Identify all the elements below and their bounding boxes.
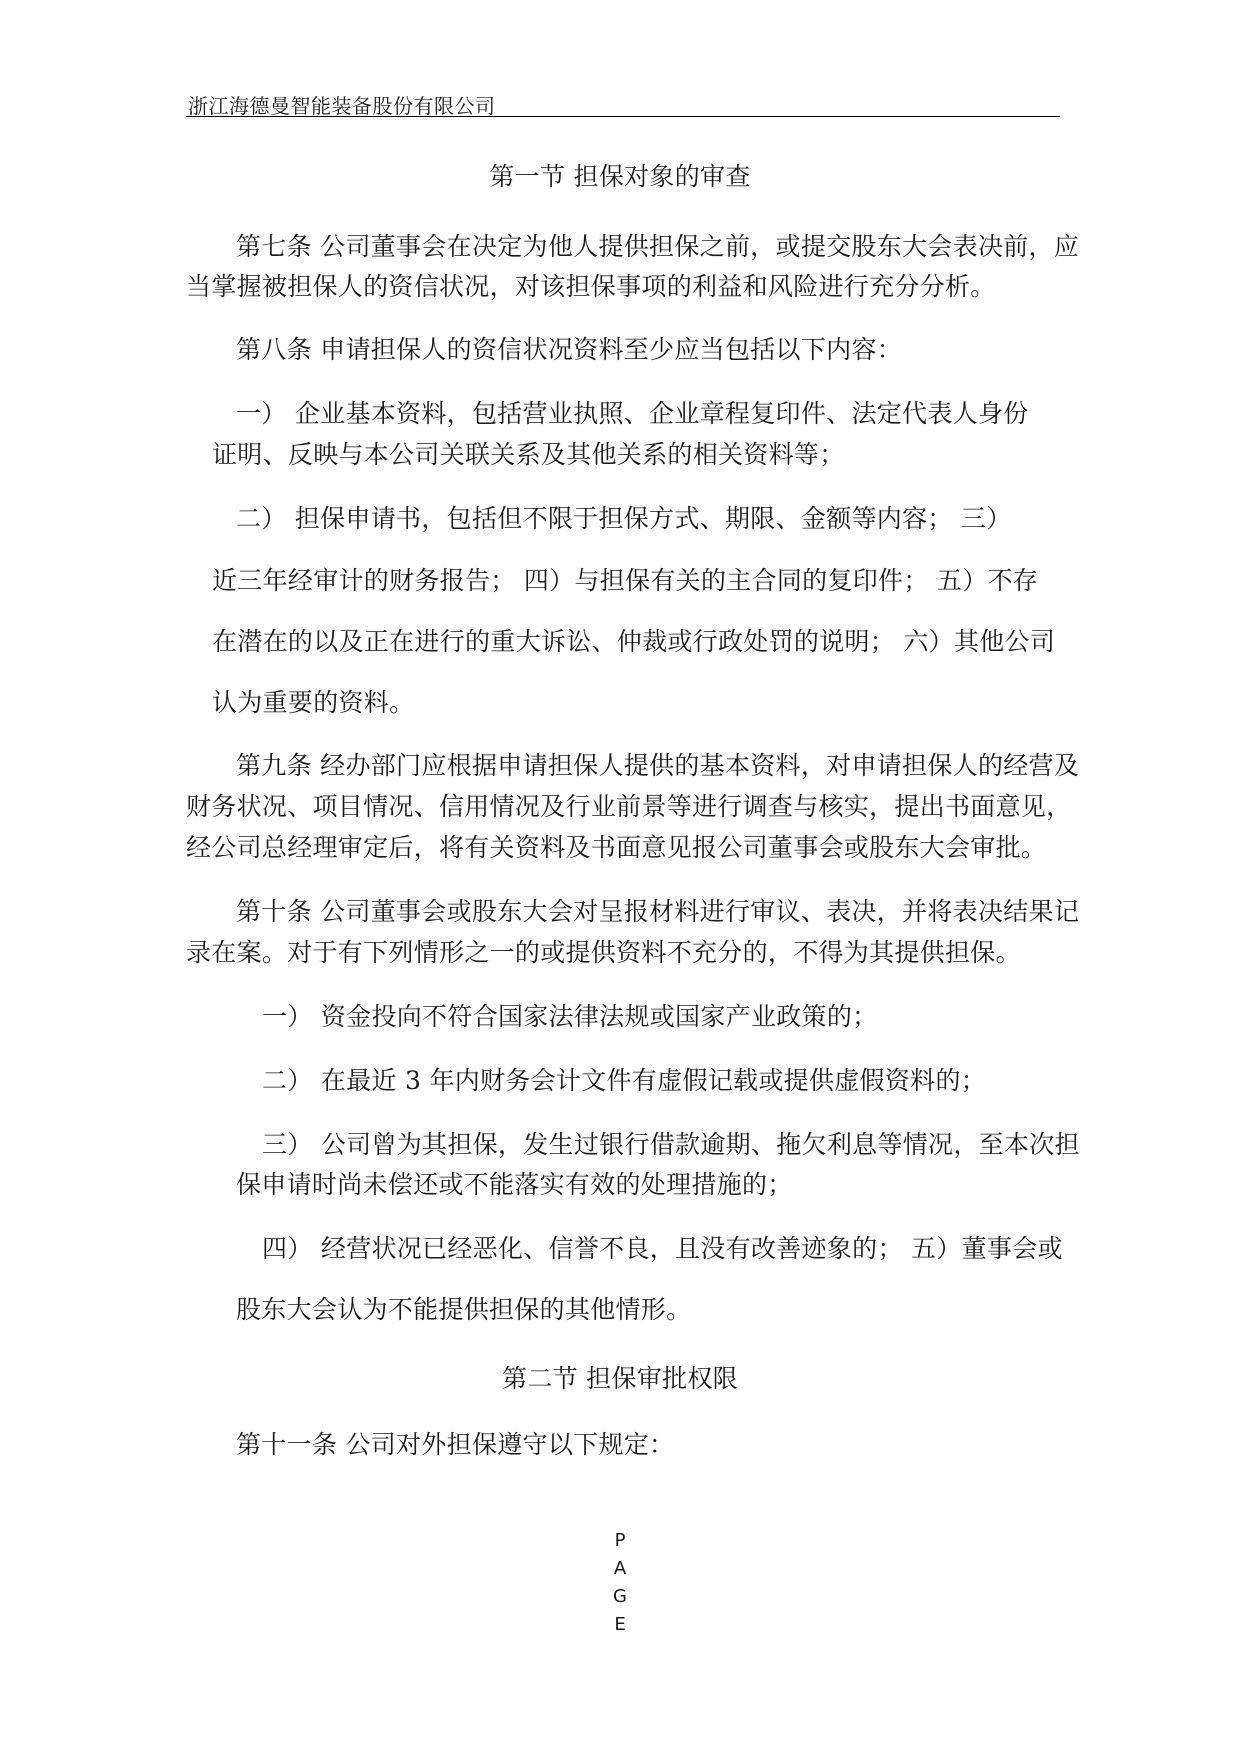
document-header-company: 浙江海德曼智能装备股份有限公司: [188, 94, 496, 118]
article-11-heading: 第十一条 公司对外担保遵守以下规定：: [236, 1430, 675, 1459]
article-8-item-6-line-2: 认为重要的资料。: [212, 688, 415, 717]
article-8-item-1-line-2: 证明、反映与本公司关联关系及其他关系的相关资料等；: [212, 440, 845, 469]
article-10-item-1: 一） 资金投向不符合国家法律法规或国家产业政策的；: [262, 1002, 878, 1031]
page-field-letter: E: [614, 1614, 626, 1635]
article-10-items-4-5-line: 四） 经营状况已经恶化、信誉不良，且没有改善迹象的； 五）董事会或: [262, 1234, 1063, 1263]
header-divider: [186, 116, 1060, 117]
page-field-letter: G: [613, 1586, 627, 1607]
article-8-heading: 第八条 申请担保人的资信状况资料至少应当包括以下内容：: [236, 335, 903, 364]
article-10-item-5-line-2: 股东大会认为不能提供担保的其他情形。: [236, 1295, 692, 1324]
article-10-item-3-line-1: 三） 公司曾为其担保，发生过银行借款逾期、拖欠利息等情况，至本次担: [262, 1130, 1080, 1159]
article-10-item-2: 二） 在最近 3 年内财务会计文件有虚假记载或提供虚假资料的；: [262, 1066, 987, 1095]
article-9-line-2: 财务状况、项目情况、信用情况及行业前景等进行调查与核实，提出书面意见，: [186, 792, 1072, 821]
article-9-line-3: 经公司总经理审定后，将有关资料及书面意见报公司董事会或股东大会审批。: [186, 833, 1047, 862]
article-8-items-5-6-line: 在潜在的以及正在进行的重大诉讼、仲裁或行政处罚的说明； 六）其他公司: [212, 627, 1056, 656]
page-field-letter: A: [613, 1558, 627, 1579]
page-field-letter: P: [614, 1530, 626, 1551]
article-10-line-1: 第十条 公司董事会或股东大会对呈报材料进行审议、表决，并将表决结果记: [236, 897, 1080, 926]
section-1-title: 第一节 担保对象的审查: [489, 162, 751, 191]
article-7-line-1: 第七条 公司董事会在决定为他人提供担保之前，或提交股东大会表决前，应: [236, 232, 1080, 261]
article-8-item-2-line: 二） 担保申请书，包括但不限于担保方式、期限、金额等内容； 三）: [236, 504, 1012, 533]
article-7-line-2: 当掌握被担保人的资信状况，对该担保事项的利益和风险进行充分分析。: [186, 272, 996, 301]
article-10-item-3-line-2: 保申请时尚未偿还或不能落实有效的处理措施的；: [236, 1170, 793, 1199]
section-2-title: 第二节 担保审批权限: [502, 1364, 738, 1393]
article-10-line-2: 录在案。对于有下列情形之一的或提供资料不充分的，不得为其提供担保。: [186, 938, 1021, 967]
article-9-line-1: 第九条 经办部门应根据申请担保人提供的基本资料，对申请担保人的经营及: [236, 751, 1080, 780]
article-8-item-1-line-1: 一） 企业基本资料，包括营业执照、企业章程复印件、法定代表人身份: [236, 399, 1029, 428]
article-8-items-3-5-line: 近三年经审计的财务报告； 四）与担保有关的主合同的复印件； 五）不存: [212, 566, 1039, 595]
